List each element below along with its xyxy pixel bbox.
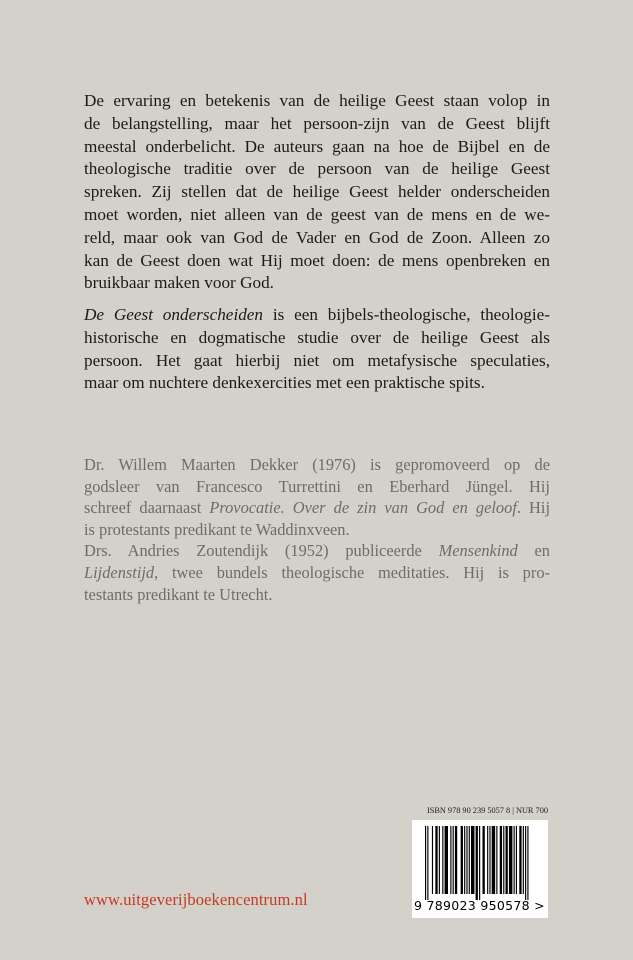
bio-line: is protestants predikant te Waddinxveen. [84, 519, 350, 539]
book-title: Provocatie. Over de zin van God en geloof [209, 498, 517, 518]
barcode-bar [527, 826, 528, 900]
bio-line [84, 540, 550, 562]
blurb-line: spreken. Zij stellen dat de heilige Geest helder onderscheiden [84, 182, 550, 202]
barcode-area [412, 806, 548, 918]
barcode-bar [516, 826, 517, 894]
book-title: Mensenkind [438, 541, 518, 561]
barcode-bar [427, 826, 428, 900]
barcode-bar [496, 826, 497, 894]
barcode-digits: 9 789023 950578 > [414, 898, 545, 913]
barcode-bar [523, 826, 524, 894]
barcode-bar [476, 826, 478, 900]
bio-text: en [517, 541, 550, 561]
blurb-line: persoon. Het gaat hierbij niet om metafysische speculaties, [84, 350, 550, 370]
barcode-bar [489, 826, 490, 894]
barcode-bar [479, 826, 480, 900]
barcode-bar [469, 826, 470, 894]
barcode-bar [464, 826, 465, 894]
bio-text: . Hij [516, 498, 550, 518]
barcode-bar [442, 826, 443, 894]
barcode-bar [483, 826, 485, 894]
barcode-bar [466, 826, 467, 894]
book-title: De Geest onderscheiden [84, 305, 264, 324]
barcode-bar [525, 826, 526, 900]
barcode-bar [506, 826, 508, 894]
blurb-line: meestal onderbelicht. De auteurs gaan na hoe de Bijbel en de [84, 136, 550, 156]
barcode-bar [492, 826, 495, 894]
barcode-bar [432, 826, 433, 894]
barcode-bar [455, 826, 457, 894]
bio-text: schreef daarnaast [84, 498, 210, 518]
blurb-line: theologische traditie over de persoon van de heilige Geest [84, 159, 550, 179]
blurb-line: kan de Geest doen wat Hij moet doen: de mens openbreken en [84, 250, 550, 270]
blurb-line: historische en dogmatische studie over de heilige Geest als [84, 327, 550, 347]
bio-line: Dr. Willem Maarten Dekker (1976) is gepromoveerd op de [84, 455, 550, 474]
barcode-bar [503, 826, 504, 894]
bio-line [84, 562, 550, 584]
blurb-text: is een bijbels-theologische, theologie- [263, 305, 550, 324]
bio-line: testants predikant te Utrecht. [84, 584, 273, 604]
barcode-bar [514, 826, 515, 894]
blurb-line: De ervaring en betekenis van de heilige Geest staan volop in [84, 91, 550, 110]
blurb-line: reld, maar ook van God de Vader en God de Zoon. Alleen zo [84, 227, 550, 247]
blurb-line: bruikbaar maken voor God. [84, 273, 274, 293]
barcode-bar [471, 826, 474, 894]
barcode-bar [461, 826, 463, 894]
barcode-bar [425, 826, 426, 900]
bio-text: Drs. Andries Zoutendijk (1952) publiceerde [84, 541, 439, 561]
barcode-bar [487, 826, 488, 894]
isbn-label: ISBN 978 90 239 5057 8 | NUR 700 [426, 806, 548, 815]
publisher-url[interactable]: www.uitgeverijboekencentrum.nl [84, 890, 308, 909]
barcode-bar [453, 826, 454, 894]
barcode-bar [439, 826, 440, 894]
blurb-line [84, 304, 550, 327]
author-bios [84, 454, 550, 605]
blurb-line: maar om nuchtere denkexercities met een praktische spits. [84, 373, 485, 393]
bio-text: , twee bundels theologische meditaties. Hij is pro- [154, 562, 550, 582]
barcode-bar [509, 826, 512, 894]
barcode-bar [500, 826, 502, 894]
blurb-line: de belangstelling, maar het persoon-zijn van de Geest blijft [84, 113, 550, 133]
book-title: Lijdenstijd [84, 562, 155, 582]
barcode [412, 820, 548, 918]
blurb-line: moet worden, niet alleen van de geest van de mens en de we- [84, 204, 550, 224]
barcode-bar [519, 826, 521, 894]
blurb-paragraph-1 [84, 90, 550, 295]
barcode-bar [435, 826, 437, 894]
barcode-bar [450, 826, 451, 894]
barcode-bar [445, 826, 448, 894]
blurb-paragraph-2 [84, 304, 550, 395]
bio-line: godsleer van Francesco Turrettini en Eberhard Jüngel. Hij [84, 476, 550, 496]
barcode-bars [425, 826, 537, 900]
bio-line [84, 497, 550, 519]
